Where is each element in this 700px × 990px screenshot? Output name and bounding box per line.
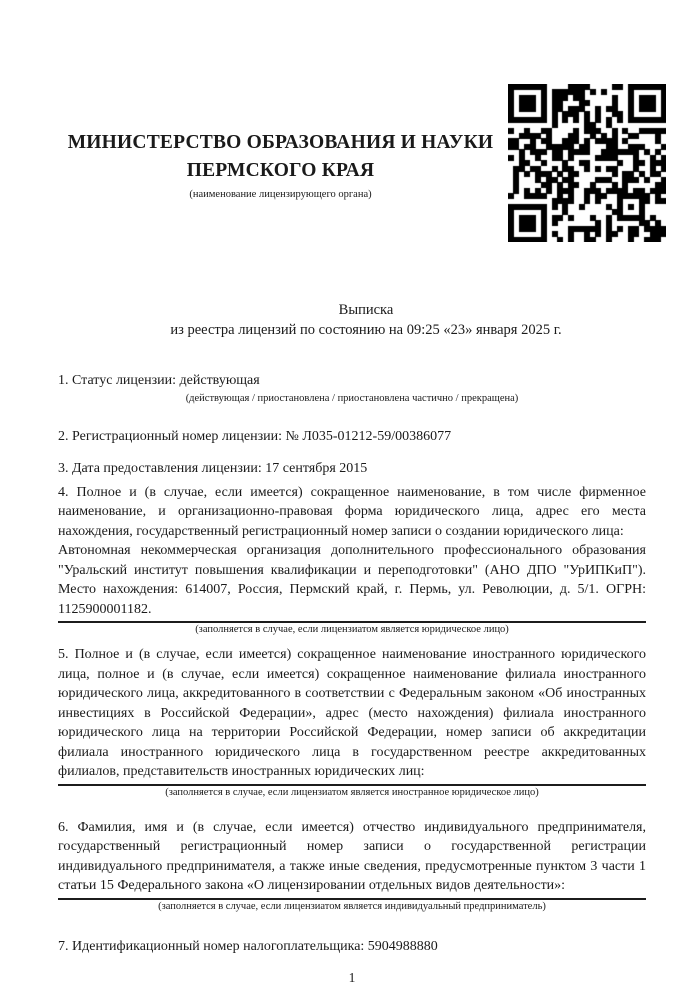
- field-foreign-entity-body: [58, 645, 646, 786]
- field-registration-number: [58, 427, 646, 447]
- field-foreign-entity-note: (заполняется в случае, если лицензиатом является иностранное юридическое лицо): [165, 786, 539, 798]
- ministry-caption: (наименование лицензирующего органа): [189, 189, 372, 200]
- field-legal-entity-text: 4. Полное и (в случае, если имеется) сокращенное наименование, в том числе фирменное наименование, и организационно-правовая форма юридического лица, адрес его места нахождения, государственный регистрационный номер записи о создании юридического лица:: [58, 484, 646, 539]
- document-title-line1: Выписка: [338, 302, 394, 318]
- field-individual-entrepreneur-text: 6. Фамилия, имя и (в случае, если имеется) отчество индивидуального предпринимателя, государственный регистрационный номер записи о государственной регистрации индивидуального предпринимателя, а также иные сведения, предусмотренные пунктом 3 части 1 статьи 15 Федерального закона «О лицензировании отдельных видов деятельности»:: [58, 819, 646, 893]
- field-taxpayer-id: [58, 937, 646, 957]
- field-legal-entity: [58, 483, 646, 638]
- field-legal-entity-value: Автономная некоммерческая организация дополнительного профессионального образования "Уральский институт повышения квалификации и переподготовки" (АНО ДПО "УрИПКиП"). Место нахождения: 614007, Россия, Пермский край, г. Пермь, ул. Революции, д. 5/1. ОГРН: 1125900001182.: [58, 543, 646, 617]
- field-license-grant-date: [58, 459, 646, 479]
- field-license-status: [58, 371, 646, 406]
- qr-code: [508, 84, 666, 242]
- document-title: [58, 300, 646, 340]
- field-license-status-note: (действующая / приостановлена / приостановлена частично / прекращена): [185, 392, 519, 404]
- ministry-name-line1: МИНИСТЕРСТВО ОБРАЗОВАНИЯ И НАУКИ: [67, 132, 494, 153]
- field-individual-entrepreneur: [58, 818, 646, 914]
- field-registration-number-text: 2. Регистрационный номер лицензии: № Л035-01212-59/00386077: [58, 428, 452, 444]
- field-foreign-entity: [58, 645, 646, 800]
- licensing-authority-header: [58, 129, 503, 202]
- field-license-status-text: 1. Статус лицензии: действующая: [58, 373, 260, 388]
- field-legal-entity-body: [58, 483, 646, 624]
- field-individual-entrepreneur-body: [58, 818, 646, 900]
- document-title-line2: из реестра лицензий по состоянию на 09:25 «23» января 2025 г.: [170, 322, 562, 338]
- field-license-grant-date-text: 3. Дата предоставления лицензии: 17 сентября 2015: [58, 461, 368, 476]
- page-number: 1: [348, 970, 356, 985]
- field-taxpayer-id-text: 7. Идентификационный номер налогоплательщика: 5904988880: [58, 938, 438, 954]
- field-legal-entity-note: (заполняется в случае, если лицензиатом является юридическое лицо): [195, 624, 509, 635]
- ministry-name-line2: ПЕРМСКОГО КРАЯ: [186, 160, 375, 181]
- field-foreign-entity-text: 5. Полное и (в случае, если имеется) сокращенное наименование иностранного юридического лица, полное и (в случае, если имеется) сокращенное наименование филиала иностранного юридического лица, аккредитованного в соответствии с Федеральным законом «Об иностранных инвестициях в Российской Федерации», адрес (место нахождения) филиала иностранного юридического лица на территории Российской Федерации, номер записи об аккредитации филиала иностранного юридического лица в государственном реестре аккредитованных филиалов, представительств иностранных юридических лиц:: [58, 647, 646, 779]
- field-individual-entrepreneur-note: (заполняется в случае, если лицензиатом является индивидуальный предприниматель): [158, 900, 546, 912]
